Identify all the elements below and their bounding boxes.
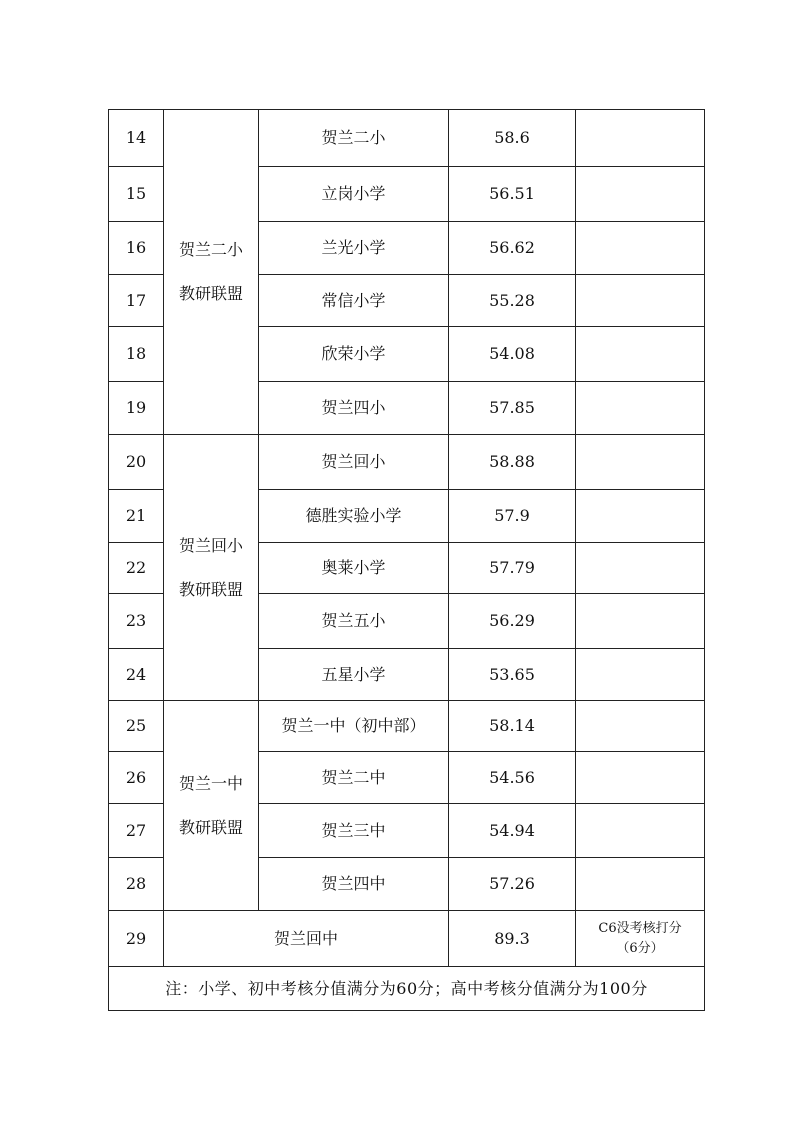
remark-cell — [576, 858, 705, 911]
school-name: 常信小学 — [259, 275, 449, 327]
remark-cell — [576, 543, 705, 594]
row-number: 17 — [109, 275, 164, 327]
remark-line: C6没考核打分 — [598, 920, 682, 936]
row-number: 25 — [109, 701, 164, 752]
score-table — [108, 109, 705, 1011]
row-number: 24 — [109, 649, 164, 701]
table-row — [109, 701, 705, 752]
row-number: 21 — [109, 490, 164, 543]
school-name: 兰光小学 — [259, 222, 449, 275]
alliance-name: 贺兰一中 — [178, 773, 243, 793]
school-name: 五星小学 — [259, 649, 449, 701]
remark-cell — [576, 752, 705, 804]
school-name: 立岗小学 — [259, 167, 449, 222]
score-value: 54.56 — [449, 752, 576, 804]
remark-cell — [576, 804, 705, 858]
school-name: 贺兰二小 — [259, 110, 449, 167]
footnote: 注：小学、初中考核分值满分为60分；高中考核分值满分为100分 — [109, 967, 705, 1011]
score-value: 54.08 — [449, 327, 576, 382]
score-value: 53.65 — [449, 649, 576, 701]
score-value: 57.26 — [449, 858, 576, 911]
alliance-cell — [164, 110, 259, 435]
row-number: 22 — [109, 543, 164, 594]
score-value: 89.3 — [449, 911, 576, 967]
note-row — [109, 967, 705, 1011]
school-name: 贺兰四小 — [259, 382, 449, 435]
row-number: 14 — [109, 110, 164, 167]
row-number: 19 — [109, 382, 164, 435]
alliance-name: 贺兰回小 — [178, 535, 243, 555]
alliance-name: 贺兰二小 — [178, 240, 243, 259]
school-name: 贺兰五小 — [259, 594, 449, 649]
remark-cell — [576, 649, 705, 701]
score-value: 58.6 — [449, 110, 576, 167]
school-name: 德胜实验小学 — [259, 490, 449, 543]
school-name: 贺兰三中 — [259, 804, 449, 858]
remark-cell — [576, 327, 705, 382]
table-row — [109, 435, 705, 490]
row-number: 29 — [109, 911, 164, 967]
alliance-suffix: 教研联盟 — [178, 579, 243, 599]
row-number: 18 — [109, 327, 164, 382]
score-value: 58.14 — [449, 701, 576, 752]
school-name: 贺兰四中 — [259, 858, 449, 911]
remark-cell — [576, 382, 705, 435]
alliance-cell — [164, 435, 259, 701]
alliance-suffix: 教研联盟 — [178, 284, 243, 303]
score-value: 57.9 — [449, 490, 576, 543]
school-name: 奥莱小学 — [259, 543, 449, 594]
alliance-suffix: 教研联盟 — [178, 817, 243, 837]
alliance-cell — [164, 701, 259, 911]
school-name: 贺兰二中 — [259, 752, 449, 804]
score-value: 56.51 — [449, 167, 576, 222]
remark-cell — [576, 110, 705, 167]
score-value: 56.62 — [449, 222, 576, 275]
score-value: 55.28 — [449, 275, 576, 327]
row-number: 28 — [109, 858, 164, 911]
school-name: 贺兰回中 — [164, 911, 449, 967]
row-number: 23 — [109, 594, 164, 649]
remark-cell — [576, 594, 705, 649]
score-value: 57.79 — [449, 543, 576, 594]
row-number: 20 — [109, 435, 164, 490]
score-value: 58.88 — [449, 435, 576, 490]
remark-cell — [576, 490, 705, 543]
score-value: 56.29 — [449, 594, 576, 649]
remark-cell — [576, 222, 705, 275]
row-number: 16 — [109, 222, 164, 275]
school-name: 欣荣小学 — [259, 327, 449, 382]
school-name: 贺兰回小 — [259, 435, 449, 490]
remark-cell — [576, 701, 705, 752]
table-row — [109, 110, 705, 167]
remark-cell — [576, 911, 705, 967]
remark-cell — [576, 435, 705, 490]
score-value: 54.94 — [449, 804, 576, 858]
table-row — [109, 911, 705, 967]
school-name: 贺兰一中（初中部） — [259, 701, 449, 752]
remark-cell — [576, 167, 705, 222]
remark-line: （6分） — [616, 940, 664, 956]
row-number: 27 — [109, 804, 164, 858]
row-number: 26 — [109, 752, 164, 804]
score-value: 57.85 — [449, 382, 576, 435]
remark-cell — [576, 275, 705, 327]
row-number: 15 — [109, 167, 164, 222]
